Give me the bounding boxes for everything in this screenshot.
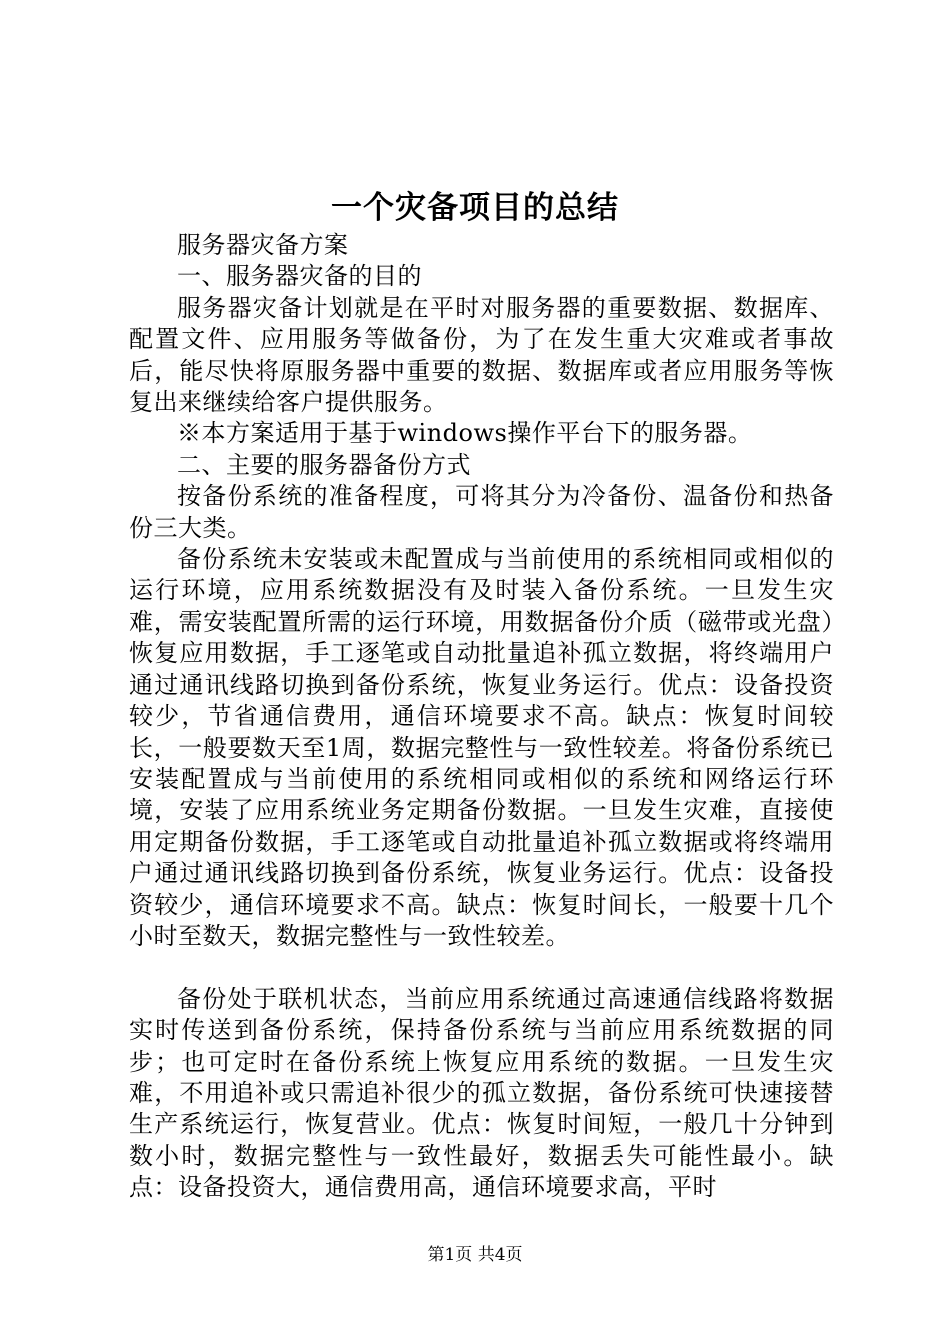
section-heading-purpose: 一、服务器灾备的目的 [177,262,422,291]
paragraph-cold-warm-backup: 备份系统未安装或未配置成与当前使用的系统相同或相似的运行环境，应用系统数据没有及时装入备份系统。一旦发生灾难，需安装配置所需的运行环境，用数据备份介质（磁带或光盘）恢复应用数据，手工逐笔或自动批量追补孤立数据，将终端用户通过通讯线路切换到备份系统，恢复业务运行。优点：设备投资较少，节省通信费用，通信环境要求不高。缺点：恢复时间较长，一般要数天至1周，数据完整性与一致性较差。将备份系统已安装配置成与当前使用的系统相同或相似的系统和网络运行环境，安装了应用系统业务定期备份数据。一旦发生灾难，直接使用定期备份数据，手工逐笔或自动批量追补孤立数据或将终端用户通过通讯线路切换到备份系统，恢复业务运行。优点：设备投资较少，通信环境要求不高。缺点：恢复时间长，一般要十几个小时至数天，数据完整性与一致性较差。 [129,545,834,950]
document-title: 一个灾备项目的总结 [331,190,619,226]
document-body [129,230,834,1204]
page-footer: 第1页 共4页 [427,1245,523,1265]
blank-line [129,952,834,983]
paragraph-plan-heading: 服务器灾备方案 [177,231,349,259]
paragraph-backup-categories: 按备份系统的准备程度，可将其分为冷备份、温备份和热备份三大类。 [129,482,834,542]
paragraph-scope-note: ※本方案适用于基于windows操作平台下的服务器。 [177,419,753,448]
paragraph-hot-backup: 备份处于联机状态，当前应用系统通过高速通信线路将数据实时传送到备份系统，保持备份系统与当前应用系统数据的同步；也可定时在备份系统上恢复应用系统的数据。一旦发生灾难，不用追补或只需追补很少的孤立数据，备份系统可快速接替生产系统运行，恢复营业。优点：恢复时间短，一般几十分钟到数小时，数据完整性与一致性最好，数据丢失可能性最小。缺点：设备投资大，通信费用高，通信环境要求高，平时 [129,984,834,1202]
section-heading-backup-methods: 二、主要的服务器备份方式 [177,450,471,479]
paragraph-purpose: 服务器灾备计划就是在平时对服务器的重要数据、数据库、配置文件、应用服务等做备份，为了在发生重大灾难或者事故后，能尽快将原服务器中重要的数据、数据库或者应用服务等恢复出来继续给客户提供服务。 [129,293,834,417]
